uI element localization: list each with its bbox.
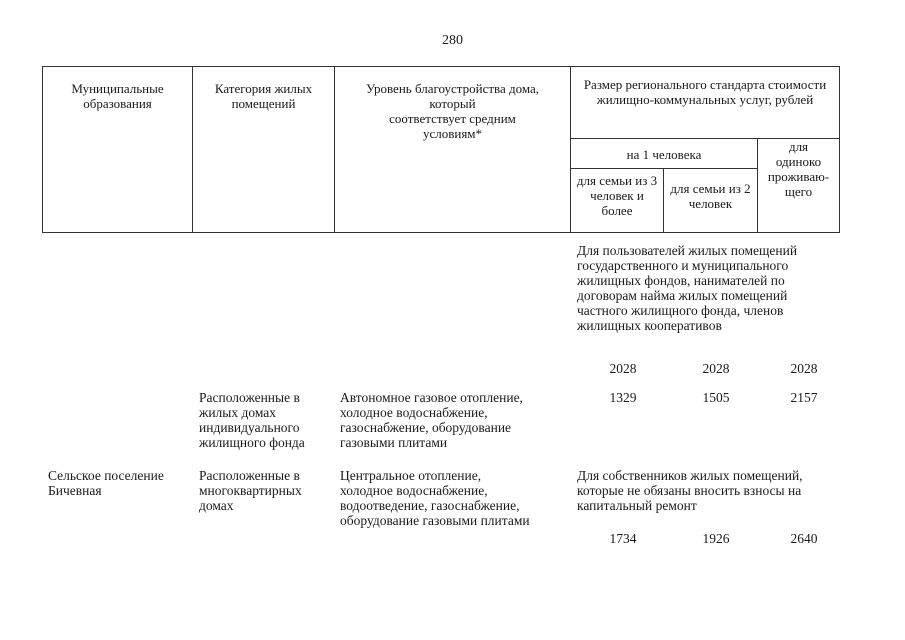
header-municipality: Муниципальные образования [43,67,193,233]
header-single: для одиноко проживаю- щего [758,139,840,233]
section-note-owners: Для собственников жилых помещений, которые не обязаны вносить взносы на капитальный ремонт [577,468,803,513]
header-per-person: на 1 человека [571,139,758,169]
section-note-users: Для пользователей жилых помещений государственного и муниципального жилищных фондов, нанимателей по договорам найма жилых помещений частного жилищного фонда, членов жилищных кооперативов [577,243,798,333]
page-number: 280 [442,33,463,48]
header-amenities: Уровень благоустройства дома, который соответствует средним условиям* [335,67,571,233]
category-individual: Расположенные в жилых домах индивидуального жилищного фонда [199,390,305,450]
amenities-apartment: Центральное отопление, холодное водоснабжение, водоотведение, газоснабжение, оборудование газовыми плитами [340,468,530,528]
value-single-bichevnaya: 2640 [790,531,818,546]
value-single-section1: 2028 [790,361,818,376]
header-category: Категория жилых помещений [193,67,335,233]
header-family-2: для семьи из 2 человек [664,169,758,233]
header-standard-size: Размер регионального стандарта стоимости жилищно-коммунальных услуг, рублей [571,67,840,139]
value-family2-bichevnaya: 1926 [702,531,730,546]
value-family2-section1: 2028 [702,361,730,376]
value-family3-section1: 2028 [609,361,637,376]
value-single-individual: 2157 [790,390,818,405]
category-apartment: Расположенные в многоквартирных домах [199,468,302,513]
value-family3-individual: 1329 [609,390,637,405]
value-family3-bichevnaya: 1734 [609,531,637,546]
municipality-bichevnaya: Сельское поселение Бичевная [48,468,164,498]
header-family-3: для семьи из 3 человек и более [571,169,664,233]
table-header [42,66,840,233]
amenities-individual: Автономное газовое отопление, холодное водоснабжение, газоснабжение, оборудование газовыми плитами [340,390,523,450]
value-family2-individual: 1505 [702,390,730,405]
